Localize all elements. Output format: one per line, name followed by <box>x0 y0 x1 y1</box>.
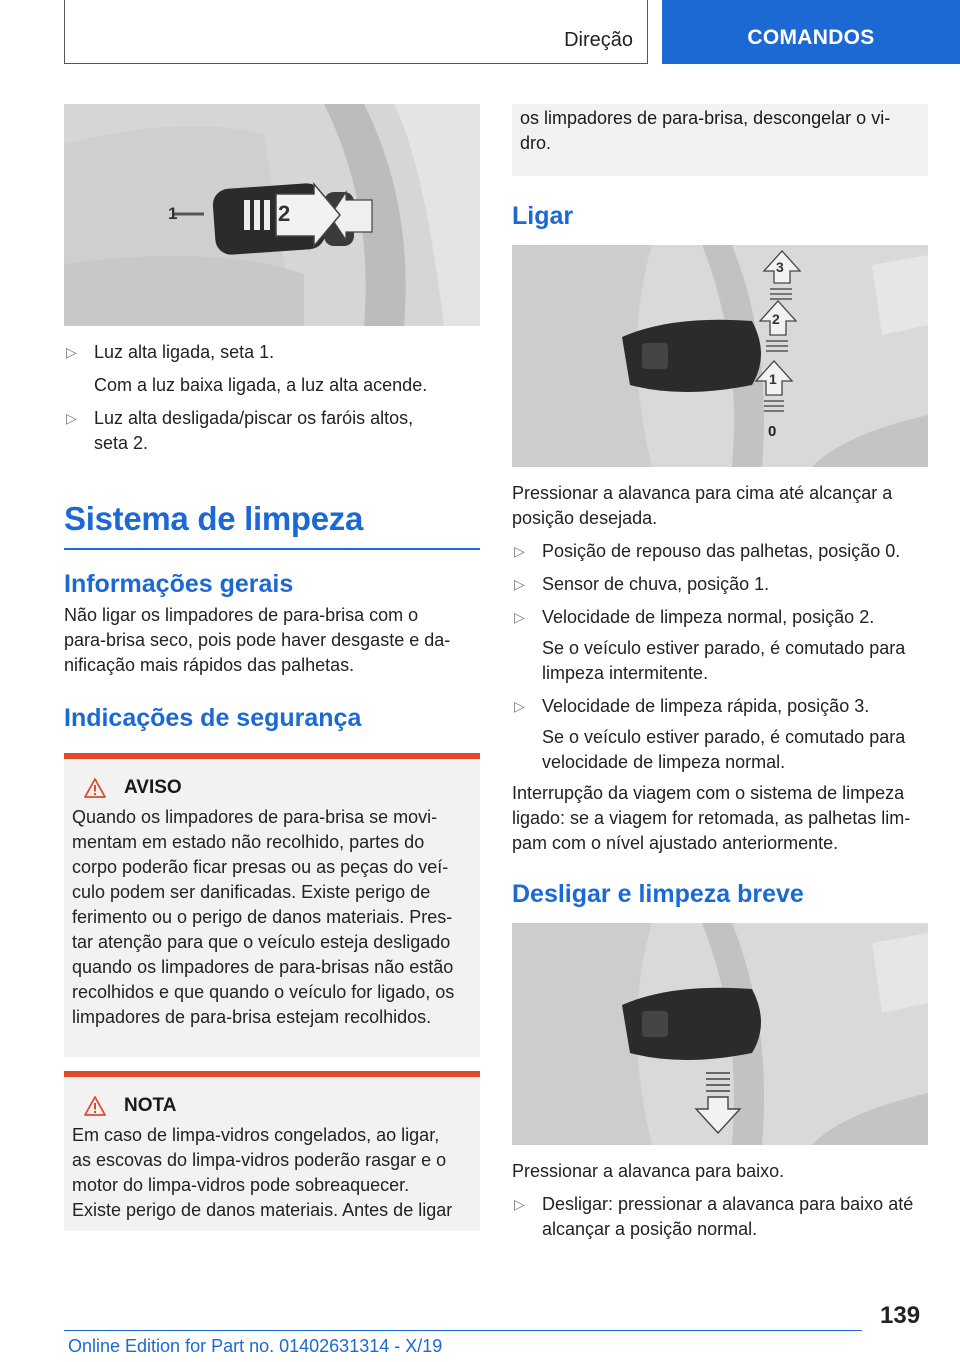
on-line: Pressionar a alavanca para cima até alcançar a <box>512 483 893 503</box>
warning-box-nota <box>64 1071 480 1231</box>
high-beam-lever-illustration <box>64 104 480 326</box>
list-item-subtext: velocidade de limpeza normal. <box>542 752 786 772</box>
list-item-text: Desligar: pressionar a alavanca para baixo até <box>542 1194 914 1214</box>
figure-label-1: 1 <box>168 204 178 223</box>
figure-wiper-lever-down <box>512 923 928 1145</box>
warning-line: Existe perigo de danos materiais. Antes de ligar <box>72 1199 453 1220</box>
warning-title-text: NOTA <box>124 1094 177 1116</box>
wiper-lever-down-illustration <box>512 923 928 1145</box>
warning-box-aviso <box>64 753 480 1057</box>
list-item-text-cont: seta 2. <box>94 433 149 453</box>
figure-label-3: 3 <box>776 259 784 275</box>
list-item-text: Velocidade de limpeza normal, posição 2. <box>542 607 875 627</box>
warning-line: os limpadores de para-brisa, descongelar o vi- <box>520 108 891 128</box>
off-line: Pressionar a alavanca para baixo. <box>512 1161 785 1181</box>
bullet-triangle-icon: ▷ <box>514 543 525 559</box>
bullet-triangle-icon: ▷ <box>66 410 77 426</box>
list-item <box>512 605 928 630</box>
wiper-lever-up-illustration <box>512 245 928 467</box>
page-header <box>0 0 960 66</box>
list-item <box>512 572 928 597</box>
warning-line: corpo poderão ficar presas ou as peças do veí- <box>72 856 449 877</box>
warning-line: Quando os limpadores de para-brisa se movi- <box>72 806 438 827</box>
warning-triangle-icon <box>84 1096 106 1116</box>
warning-line: as escovas do limpa-vidros poderão rasgar e o <box>72 1149 447 1170</box>
list-item <box>512 1192 928 1242</box>
figure-high-beam-lever <box>64 104 480 326</box>
interrupt-line: Interrupção da viagem com o sistema de limpeza <box>512 783 905 803</box>
page-number: 139 <box>880 1302 921 1329</box>
header-section: Direção <box>564 29 633 51</box>
section-title: Sistema de limpeza <box>64 500 364 537</box>
list-item-subtext: Se o veículo estiver parado, é comutado para <box>542 638 906 658</box>
warning-title-text: AVISO <box>124 776 182 798</box>
list-item-text-cont: alcançar a posição normal. <box>542 1219 758 1239</box>
list-item-subtext: Se o veículo estiver parado, é comutado para <box>542 727 906 747</box>
list-item <box>512 694 928 719</box>
warning-line: quando os limpadores de para-brisas não estão <box>72 956 454 977</box>
list-item-text: Sensor de chuva, posição 1. <box>542 574 770 594</box>
list-item-text: Luz alta desligada/piscar os faróis altos, <box>94 408 414 428</box>
bullet-triangle-icon: ▷ <box>514 609 525 625</box>
warning-line: limpadores de para-brisa estejam recolhidos. <box>72 1006 432 1027</box>
list-item-text: Posição de repouso das palhetas, posição 0. <box>542 541 901 561</box>
on-line: posição desejada. <box>512 508 658 528</box>
figure-label-0: 0 <box>768 423 777 440</box>
warning-line: Em caso de limpa-vidros congelados, ao ligar, <box>72 1124 440 1145</box>
interrupt-line: ligado: se a viagem for retomada, as palhetas lim- <box>512 808 911 828</box>
info-line: Não ligar os limpadores de para-brisa com o <box>64 604 419 625</box>
interrupt-line: pam com o nível ajustado anteriormente. <box>512 833 839 853</box>
list-item <box>512 539 928 564</box>
figure-label-2: 2 <box>278 201 291 226</box>
list-item-text: Luz alta ligada, seta 1. <box>94 342 275 362</box>
bullet-triangle-icon: ▷ <box>66 344 77 360</box>
bullet-triangle-icon: ▷ <box>514 698 525 714</box>
header-tab[interactable] <box>662 0 960 64</box>
list-item <box>64 406 480 456</box>
right-column <box>512 104 928 1242</box>
list-item-subtext: Com a luz baixa ligada, a luz alta acende. <box>94 375 428 395</box>
warning-line: motor do limpa-vidros pode sobreaquecer. <box>72 1174 410 1195</box>
list-item <box>64 340 480 365</box>
list-item-subtext: limpeza intermitente. <box>542 663 709 683</box>
warning-line: culo podem ser danificadas. Existe perigo de <box>72 881 431 902</box>
subsection-title-safety: Indicações de segurança <box>64 703 362 732</box>
figure-label-1: 1 <box>769 371 777 387</box>
bullet-triangle-icon: ▷ <box>514 576 525 592</box>
header-tab-label: COMANDOS <box>747 26 875 49</box>
warning-title <box>72 1095 472 1117</box>
subsection-title-on: Ligar <box>512 202 574 230</box>
header-box <box>64 0 648 64</box>
warning-line: mentam em estado não recolhido, partes do <box>72 831 425 852</box>
left-column <box>64 104 480 1231</box>
figure-label-2: 2 <box>772 311 780 327</box>
warning-title <box>72 777 472 799</box>
info-line: nificação mais rápidos das palhetas. <box>64 654 355 675</box>
info-line: para-brisa seco, pois pode haver desgaste e da- <box>64 629 451 650</box>
warning-line: tar atenção para que o veículo esteja desligado <box>72 931 451 952</box>
list-item-text: Velocidade de limpeza rápida, posição 3. <box>542 696 870 716</box>
warning-line: recolhidos e que quando o veículo for ligado, os <box>72 981 455 1002</box>
footer-edition: Online Edition for Part no. 01402631314 - X/19 <box>68 1336 443 1356</box>
subsection-title-off: Desligar e limpeza breve <box>512 880 804 908</box>
subsection-title-info: Informações gerais <box>64 569 294 598</box>
warning-triangle-icon <box>84 778 106 798</box>
footer-rule <box>64 1330 862 1331</box>
figure-wiper-lever-up <box>512 245 928 467</box>
warning-line: dro. <box>520 133 552 153</box>
bullet-triangle-icon: ▷ <box>514 1196 525 1212</box>
warning-line: ferimento ou o perigo de danos materiais. Pres- <box>72 906 453 927</box>
warning-continuation <box>512 104 928 176</box>
